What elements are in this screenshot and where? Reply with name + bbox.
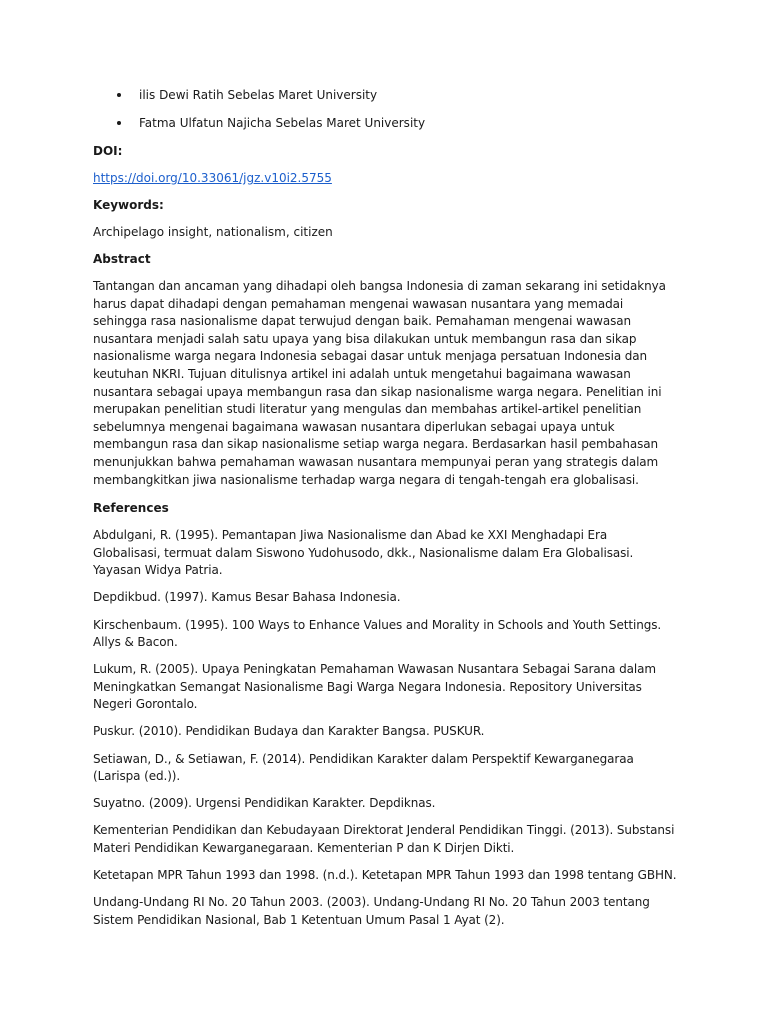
reference-item: Puskur. (2010). Pendidikan Budaya dan Karakter Bangsa. PUSKUR.	[93, 724, 485, 739]
reference-item: Lukum, R. (2005). Upaya Peningkatan Pemahaman Wawasan Nusantara Sebagai Sarana dalam Meningkatkan Semangat Nasionalisme Bagi Warga Negara Indonesia. Repository Universitas Negeri Gorontalo.	[93, 662, 656, 712]
reference-item: Depdikbud. (1997). Kamus Besar Bahasa Indonesia.	[93, 590, 401, 605]
reference-item: Undang-Undang RI No. 20 Tahun 2003. (2003). Undang-Undang RI No. 20 Tahun 2003 tentang Sistem Pendidikan Nasional, Bab 1 Ketentuan Umum Pasal 1 Ayat (2).	[93, 895, 650, 927]
doi-link[interactable]: https://doi.org/10.33061/jgz.v10i2.5755	[93, 171, 332, 185]
abstract-heading: Abstract	[93, 252, 151, 266]
author-list	[93, 87, 678, 131]
author-item: ilis Dewi Ratih Sebelas Maret University	[93, 87, 678, 103]
abstract-text: Tantangan dan ancaman yang dihadapi oleh bangsa Indonesia di zaman sekarang ini setidaknya harus dapat dihadapi dengan pemahaman mengenai wawasan nusantara yang memadai sehingga rasa nasionalisme dapat terwujud dengan baik. Pemahaman mengenai wawasan nusantara menjadi salah satu upaya yang bisa dilakukan untuk membangun rasa dan sikap nasionalisme warga negara Indonesia sebagai dasar untuk menjaga persatuan Indonesia dan keutuhan NKRI. Tujuan ditulisnya artikel ini adalah untuk mengetahui bagaimana wawasan nusantara sebagai upaya membangun rasa dan sikap nasionalisme warga negara. Penelitian ini merupakan penelitian studi literatur yang mengulas dan membahas artikel-artikel penelitian sebelumnya mengenai bagaimana wawasan nusantara diperlukan sebagai upaya untuk membangun rasa dan sikap nasionalisme setiap warga negara. Berdasarkan hasil pembahasan menunjukkan bahwa pemahaman wawasan nusantara mempunyai peran yang strategis dalam membangkitkan jiwa nasionalisme terhadap warga negara di tengah-tengah era globalisasi.	[93, 279, 666, 487]
reference-item: Ketetapan MPR Tahun 1993 dan 1998. (n.d.). Ketetapan MPR Tahun 1993 dan 1998 tentang GBHN.	[93, 868, 677, 883]
keywords-label: Keywords:	[93, 198, 164, 212]
author-item: Fatma Ulfatun Najicha Sebelas Maret University	[93, 115, 678, 131]
article-content	[93, 87, 678, 939]
reference-item: Abdulgani, R. (1995). Pemantapan Jiwa Nasionalisme dan Abad ke XXI Menghadapi Era Globalisasi, termuat dalam Siswono Yudohusodo, dkk., Nasionalisme dalam Era Globalisasi. Yayasan Widya Patria.	[93, 528, 634, 578]
reference-item: Kirschenbaum. (1995). 100 Ways to Enhance Values and Morality in Schools and Youth Settings. Allys & Bacon.	[93, 617, 662, 650]
doi-line	[93, 170, 678, 186]
reference-item: Suyatno. (2009). Urgensi Pendidikan Karakter. Depdiknas.	[93, 796, 436, 811]
doi-label: DOI:	[93, 144, 123, 158]
references-heading: References	[93, 501, 169, 516]
reference-item: Setiawan, D., & Setiawan, F. (2014). Pendidikan Karakter dalam Perspektif Kewarganegaraa (Larispa (ed.)).	[93, 751, 634, 784]
reference-list	[93, 527, 678, 929]
keywords-text: Archipelago insight, nationalism, citizen	[93, 225, 333, 239]
reference-item: Kementerian Pendidikan dan Kebudayaan Direktorat Jenderal Pendidikan Tinggi. (2013). Substansi Materi Pendidikan Kewarganegaraan. Kementerian P dan K Dirjen Dikti.	[93, 823, 675, 855]
